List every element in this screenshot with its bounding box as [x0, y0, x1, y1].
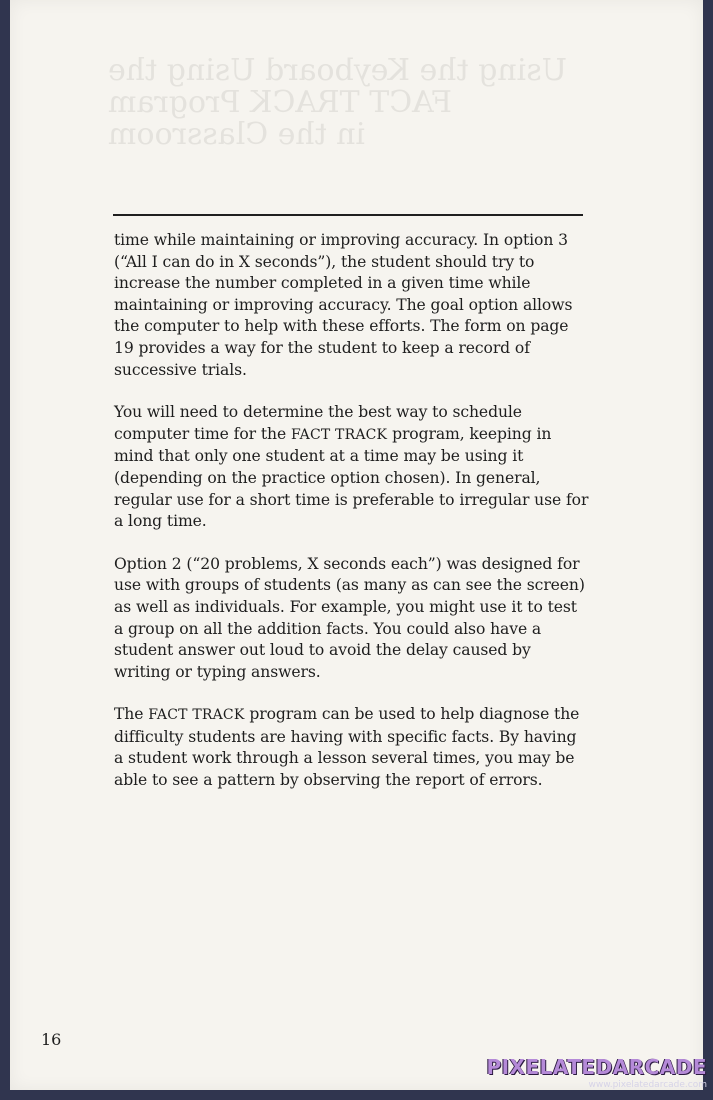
body-text — [114, 230, 590, 813]
watermark-name: PIXELATEDARCADE — [486, 1055, 707, 1079]
paragraph — [114, 704, 590, 791]
paragraph-text: program can be used to help diagnose the difficulty students are having with specific facts. By having a student work through a lesson several times, you may be able to see a pattern by observing the report of errors. — [114, 705, 580, 790]
bleed-through-title-line: in the Classroom — [108, 117, 366, 152]
watermark-url: www.pixelatedarcade.com — [588, 1080, 707, 1090]
watermark — [486, 1055, 707, 1090]
paragraph — [114, 402, 590, 533]
program-name: FACT TRACK — [290, 426, 388, 443]
paragraph — [114, 230, 590, 381]
top-rule — [113, 214, 583, 216]
bleed-through-title — [108, 55, 588, 151]
bleed-through-title-line: FACT TRACK Program — [108, 85, 453, 120]
document-page — [10, 0, 703, 1090]
paragraph-text: Option 2 (“20 problems, X seconds each”) was designed for use with groups of students (as many as can see the screen) as well as individuals. For example, you might use it to test a group on all the addition facts. You could also have a student answer out loud to avoid the delay caused by writing or typing answers. — [114, 554, 585, 681]
program-name: FACT TRACK — [148, 707, 245, 724]
page-number: 16 — [41, 1030, 62, 1049]
paragraph-text: program, keeping in mind that only one student at a time may be using it (depending on the practice option chosen). In general, regular use for a short time is preferable to irregular use for a long time. — [114, 424, 589, 531]
bleed-through-title-line: Using the Keyboard Using the — [108, 53, 568, 88]
paragraph-text: time while maintaining or improving accuracy. In option 3 (“All I can do in X seconds”), the student should try to increase the number completed in a given time while maintaining or improving accuracy. The goal option allows the computer to help with these efforts. The form on page 19 provides a way for the student to keep a record of successive trials. — [114, 231, 573, 379]
paragraph — [114, 554, 590, 684]
paragraph-text: You will need to determine the best way to schedule computer time for the — [114, 403, 522, 443]
paragraph-text: The — [114, 705, 149, 724]
